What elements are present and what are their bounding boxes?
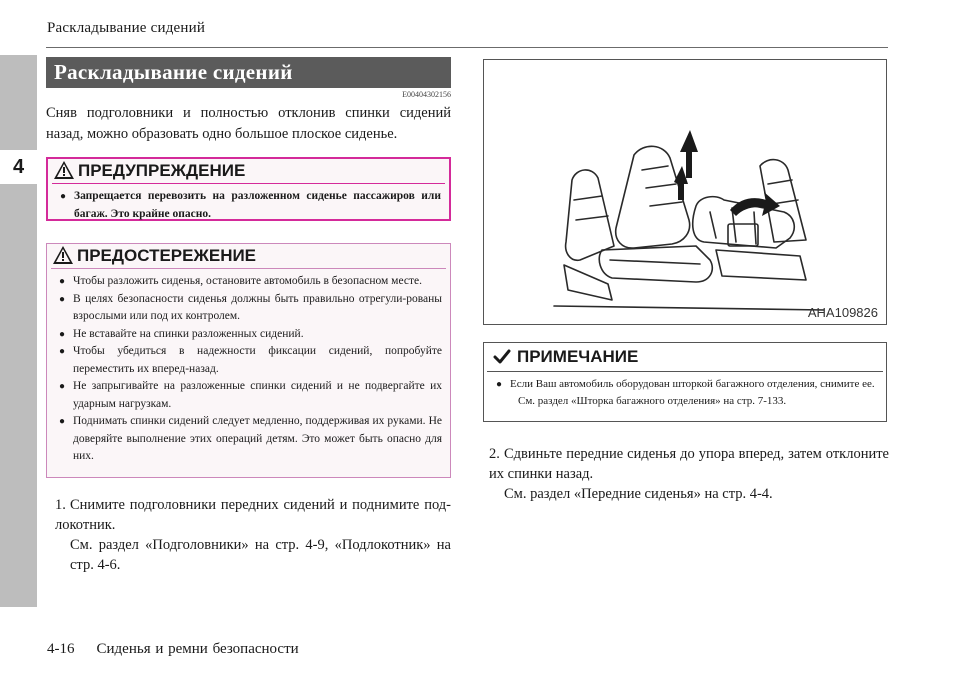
- note-box: [483, 342, 887, 422]
- caution-item: ● Чтобы убедиться в надежности фиксации сидений, попробуйте переместить их вперед-назад.: [59, 343, 442, 378]
- caution-list: [47, 269, 450, 470]
- chapter-side-tab: [0, 55, 37, 607]
- caution-item: ● Не вставайте на спинки разложенных сидений.: [59, 326, 442, 344]
- page-header: Раскладывание сидений: [47, 20, 206, 36]
- figure-code: AHA109826: [807, 305, 878, 320]
- warning-box: [46, 157, 451, 221]
- step-text: Сдвиньте передние сиденья до упора вперед, затем отклоните их спинки назад.: [489, 446, 889, 482]
- note-reference: См. раздел «Шторка багажного отделения» на стр. 7-133.: [518, 395, 787, 407]
- caution-item: ● Поднимать спинки сидений следует медленно, поддерживая их руками. Не доверяйте выполнение этих операций детям. Это может быть опасно для них.: [59, 413, 442, 466]
- reclined-seats-drawing: [484, 60, 886, 324]
- step-2: [489, 444, 889, 504]
- intro-paragraph: Сняв подголовники и полностью отклонив спинки сидений назад, можно образовать одно большое плоское сиденье.: [46, 105, 451, 142]
- warning-header: [48, 159, 449, 183]
- note-item-text: Если Ваш автомобиль оборудован шторкой багажного отделения, снимите ее.: [510, 378, 875, 390]
- note-item: [496, 376, 878, 393]
- footer-chapter-title: Сиденья и ремни безопасности: [96, 641, 299, 657]
- warning-item: ● Запрещается перевозить на разложенном сиденье пассажиров или багаж. Это крайне опасно.: [60, 188, 441, 223]
- step-number: 2.: [489, 446, 500, 462]
- caution-item: ● Чтобы разложить сиденья, остановите автомобиль в безопасном месте.: [59, 273, 442, 291]
- caution-header: [47, 244, 450, 268]
- step-text: Снимите подголовники передних сидений и поднимите под-локотник.: [55, 497, 451, 533]
- caution-box: [46, 243, 451, 478]
- page-number: 4-16: [47, 641, 75, 657]
- chapter-number: 4: [0, 150, 37, 184]
- caution-item: ● В целях безопасности сиденья должны быть правильно отрегули-рованы взрослыми или под их контролем.: [59, 291, 442, 326]
- recline-arrow-icon: [730, 192, 780, 216]
- caution-title: ПРЕДОСТЕРЕЖЕНИЕ: [77, 246, 257, 265]
- page-footer: [47, 641, 299, 658]
- step-number: 1.: [55, 497, 66, 513]
- warning-title: ПРЕДУПРЕЖДЕНИЕ: [78, 161, 246, 180]
- seat-illustration: [483, 59, 887, 325]
- warning-list: [48, 184, 449, 227]
- up-arrow-icon: [674, 166, 688, 200]
- step-reference: См. раздел «Передние сиденья» на стр. 4-4.: [504, 486, 773, 502]
- section-title: Раскладывание сидений: [46, 57, 451, 88]
- section-code: E00404302156: [402, 90, 451, 99]
- note-title: ПРИМЕЧАНИЕ: [517, 347, 639, 366]
- note-header: [487, 343, 883, 372]
- checkmark-icon: [493, 348, 511, 366]
- caution-item: ● Не запрыгивайте на разложенные спинки сидений и не подвергайте их ударным нагрузкам.: [59, 378, 442, 413]
- caution-triangle-icon: [53, 246, 73, 264]
- step-reference: См. раздел «Подголовники» на стр. 4-9, «Подлокотник» на стр. 4-6.: [70, 537, 451, 573]
- warning-triangle-icon: [54, 161, 74, 179]
- header-divider: [46, 47, 888, 48]
- step-1: [55, 495, 451, 575]
